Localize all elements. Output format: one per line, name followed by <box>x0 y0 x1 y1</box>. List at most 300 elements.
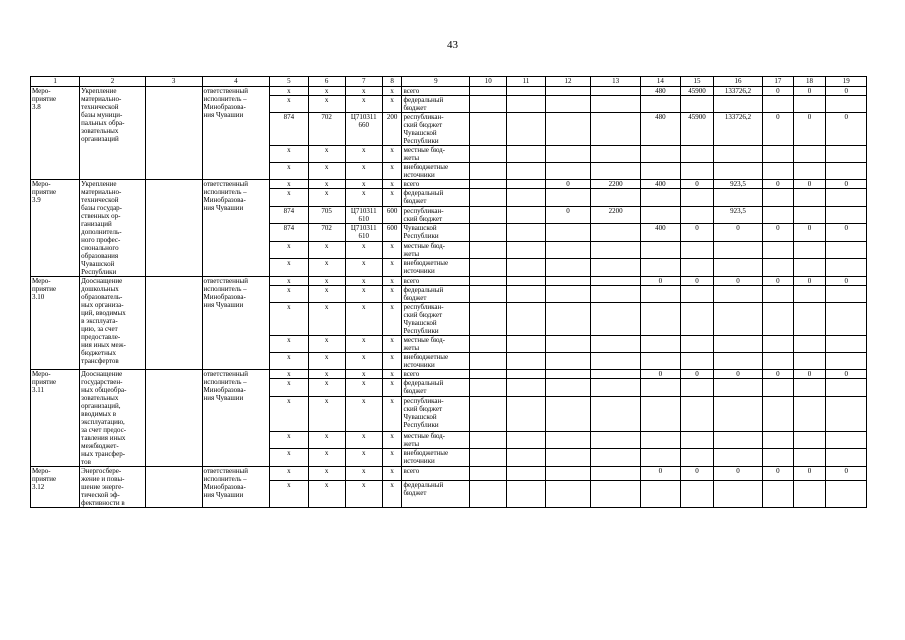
value-c6: x <box>308 87 345 96</box>
value-c8: x <box>382 189 402 207</box>
value-c18 <box>793 189 826 207</box>
value-c7: x <box>345 87 382 96</box>
value-c12 <box>545 303 591 336</box>
value-c5: x <box>270 180 308 189</box>
value-c6: x <box>308 146 345 163</box>
value-c18 <box>793 206 826 224</box>
value-c16 <box>713 163 762 180</box>
value-c12 <box>545 189 591 207</box>
value-c13 <box>591 481 640 508</box>
value-c18: 0 <box>793 87 826 96</box>
value-c12 <box>545 481 591 508</box>
table-row <box>31 87 867 96</box>
value-c16 <box>713 336 762 353</box>
value-c7: x <box>345 286 382 303</box>
empty-cell <box>507 189 545 207</box>
table-body <box>31 77 867 508</box>
empty-cell <box>470 146 507 163</box>
value-c14: 400 <box>640 180 680 189</box>
empty-cell <box>507 87 545 96</box>
funding-source: Чувашской Республики <box>402 224 470 242</box>
value-c5: x <box>270 379 308 397</box>
value-c7: x <box>345 146 382 163</box>
value-c12: 0 <box>545 180 591 189</box>
value-c15 <box>681 163 714 180</box>
empty-cell <box>507 224 545 242</box>
value-c19 <box>826 146 867 163</box>
value-c6: 702 <box>308 113 345 146</box>
event-executor: ответственный исполнитель – Минобразова- ния Чувашии <box>202 277 270 370</box>
value-c7: x <box>345 370 382 379</box>
value-c5: x <box>270 370 308 379</box>
value-c17 <box>763 259 794 277</box>
header-cell: 5 <box>270 77 308 87</box>
value-c6: x <box>308 353 345 370</box>
event-name: Энергосбере- жение и повы- шение энерге- тической эф- фективности в <box>80 467 146 508</box>
value-c19: 0 <box>826 370 867 379</box>
value-c13 <box>591 467 640 481</box>
value-c17: 0 <box>763 224 794 242</box>
value-c6: x <box>308 180 345 189</box>
value-c6: x <box>308 277 345 286</box>
value-c17 <box>763 353 794 370</box>
value-c19 <box>826 397 867 431</box>
value-c16: 0 <box>713 277 762 286</box>
value-c5: 874 <box>270 206 308 224</box>
value-c14 <box>640 397 680 431</box>
value-c19: 0 <box>826 180 867 189</box>
table-row <box>31 180 867 189</box>
table-row <box>31 370 867 379</box>
value-c15 <box>681 481 714 508</box>
value-c17 <box>763 286 794 303</box>
value-c13 <box>591 336 640 353</box>
value-c16: 0 <box>713 467 762 481</box>
value-c12 <box>545 87 591 96</box>
value-c13 <box>591 189 640 207</box>
value-c7: x <box>345 379 382 397</box>
value-c17: 0 <box>763 87 794 96</box>
value-c8: x <box>382 397 402 431</box>
empty-cell <box>507 397 545 431</box>
funding-source: внебюджетные источники <box>402 163 470 180</box>
event-executor: ответственный исполнитель – Минобразова- ния Чувашии <box>202 87 270 180</box>
header-row <box>31 77 867 87</box>
header-cell: 2 <box>80 77 146 87</box>
event-name: Дооснащение государствен- ных общеобра- зовательных организаций, вводимых в эксплуатацию, за счет предос- тавления иных межбюджет- ных трансфер- тов <box>80 370 146 467</box>
empty-cell <box>507 180 545 189</box>
empty-cell <box>470 180 507 189</box>
funding-source: всего <box>402 277 470 286</box>
empty-cell <box>507 96 545 113</box>
value-c16 <box>713 241 762 259</box>
value-c15 <box>681 353 714 370</box>
funding-source: местные бюд- жеты <box>402 431 470 449</box>
header-cell: 12 <box>545 77 591 87</box>
value-c5: x <box>270 431 308 449</box>
value-c16 <box>713 303 762 336</box>
empty-cell <box>507 259 545 277</box>
value-c5: 874 <box>270 113 308 146</box>
value-c14 <box>640 189 680 207</box>
value-c5: x <box>270 449 308 467</box>
value-c17: 0 <box>763 277 794 286</box>
empty-cell <box>507 286 545 303</box>
header-cell: 1 <box>31 77 80 87</box>
value-c14 <box>640 286 680 303</box>
funding-source: федеральный бюджет <box>402 189 470 207</box>
value-c5: x <box>270 87 308 96</box>
value-c6: x <box>308 96 345 113</box>
value-c12 <box>545 224 591 242</box>
value-c8: x <box>382 163 402 180</box>
empty-cell <box>470 397 507 431</box>
value-c8: x <box>382 481 402 508</box>
value-c18: 0 <box>793 370 826 379</box>
empty-cell <box>507 370 545 379</box>
value-c8: x <box>382 286 402 303</box>
value-c13 <box>591 277 640 286</box>
value-c6: x <box>308 370 345 379</box>
value-c15: 0 <box>681 180 714 189</box>
value-c18 <box>793 163 826 180</box>
empty-cell <box>470 206 507 224</box>
value-c19 <box>826 241 867 259</box>
value-c13 <box>591 303 640 336</box>
header-cell: 14 <box>640 77 680 87</box>
value-c18 <box>793 96 826 113</box>
value-c18 <box>793 146 826 163</box>
value-c19 <box>826 481 867 508</box>
value-c15: 45900 <box>681 113 714 146</box>
value-c16: 133726,2 <box>713 87 762 96</box>
value-c12 <box>545 241 591 259</box>
empty-cell <box>507 146 545 163</box>
empty-cell <box>470 303 507 336</box>
value-c6: x <box>308 189 345 207</box>
header-cell: 7 <box>345 77 382 87</box>
value-c13 <box>591 397 640 431</box>
value-c18: 0 <box>793 180 826 189</box>
value-c7: x <box>345 163 382 180</box>
value-c14 <box>640 259 680 277</box>
value-c8: x <box>382 431 402 449</box>
funding-source: местные бюд- жеты <box>402 146 470 163</box>
value-c13 <box>591 146 640 163</box>
value-c16 <box>713 431 762 449</box>
value-c6: x <box>308 303 345 336</box>
value-c19: 0 <box>826 113 867 146</box>
value-c5: x <box>270 163 308 180</box>
value-c13 <box>591 163 640 180</box>
empty-cell <box>470 224 507 242</box>
col3-cell <box>145 370 202 467</box>
value-c16 <box>713 481 762 508</box>
header-cell: 9 <box>402 77 470 87</box>
value-c13 <box>591 370 640 379</box>
value-c7: x <box>345 481 382 508</box>
value-c8: x <box>382 379 402 397</box>
value-c17: 0 <box>763 113 794 146</box>
value-c15 <box>681 449 714 467</box>
funding-source: всего <box>402 87 470 96</box>
header-cell: 16 <box>713 77 762 87</box>
value-c15: 0 <box>681 370 714 379</box>
value-c19 <box>826 163 867 180</box>
value-c6: 705 <box>308 206 345 224</box>
value-c16 <box>713 189 762 207</box>
value-c13 <box>591 431 640 449</box>
value-c6: x <box>308 259 345 277</box>
value-c16 <box>713 449 762 467</box>
value-c19 <box>826 336 867 353</box>
value-c8: x <box>382 277 402 286</box>
value-c16: 0 <box>713 224 762 242</box>
funding-source: федеральный бюджет <box>402 481 470 508</box>
value-c8: x <box>382 449 402 467</box>
value-c5: 874 <box>270 224 308 242</box>
value-c6: x <box>308 397 345 431</box>
value-c17 <box>763 189 794 207</box>
value-c19 <box>826 379 867 397</box>
empty-cell <box>470 259 507 277</box>
event-name: Дооснащение дошкольных образователь- ных организа- ций, вводимых в эксплуата- цию, за счет предоставле- ния иных меж- бюджетных трансфертов <box>80 277 146 370</box>
value-c18 <box>793 336 826 353</box>
value-c6: x <box>308 481 345 508</box>
empty-cell <box>470 467 507 481</box>
empty-cell <box>470 336 507 353</box>
empty-cell <box>470 481 507 508</box>
value-c5: x <box>270 481 308 508</box>
value-c13 <box>591 241 640 259</box>
funding-source: внебюджетные источники <box>402 449 470 467</box>
value-c7: x <box>345 397 382 431</box>
funding-source: федеральный бюджет <box>402 379 470 397</box>
value-c12 <box>545 397 591 431</box>
empty-cell <box>507 379 545 397</box>
event-label: Меро- приятие 3.10 <box>31 277 80 370</box>
value-c19: 0 <box>826 277 867 286</box>
funding-source: внебюджетные источники <box>402 259 470 277</box>
empty-cell <box>470 277 507 286</box>
value-c14: 480 <box>640 113 680 146</box>
funding-source: всего <box>402 370 470 379</box>
value-c14 <box>640 379 680 397</box>
value-c5: x <box>270 96 308 113</box>
value-c5: x <box>270 259 308 277</box>
value-c18: 0 <box>793 224 826 242</box>
value-c13: 2200 <box>591 180 640 189</box>
value-c17 <box>763 146 794 163</box>
value-c15 <box>681 189 714 207</box>
value-c18 <box>793 397 826 431</box>
empty-cell <box>507 163 545 180</box>
empty-cell <box>470 286 507 303</box>
value-c15 <box>681 379 714 397</box>
funding-source: внебюджетные источники <box>402 353 470 370</box>
value-c18 <box>793 241 826 259</box>
value-c18: 0 <box>793 467 826 481</box>
value-c15: 0 <box>681 224 714 242</box>
value-c8: x <box>382 146 402 163</box>
value-c19 <box>826 353 867 370</box>
value-c14 <box>640 336 680 353</box>
value-c18 <box>793 481 826 508</box>
value-c14 <box>640 96 680 113</box>
header-cell: 19 <box>826 77 867 87</box>
empty-cell <box>507 467 545 481</box>
value-c15 <box>681 96 714 113</box>
value-c15 <box>681 336 714 353</box>
value-c13 <box>591 449 640 467</box>
value-c12 <box>545 277 591 286</box>
value-c12 <box>545 286 591 303</box>
empty-cell <box>507 431 545 449</box>
value-c8: x <box>382 241 402 259</box>
value-c5: x <box>270 146 308 163</box>
header-cell: 3 <box>145 77 202 87</box>
value-c12 <box>545 259 591 277</box>
value-c17 <box>763 206 794 224</box>
empty-cell <box>470 163 507 180</box>
value-c7: x <box>345 353 382 370</box>
value-c6: x <box>308 449 345 467</box>
value-c13 <box>591 87 640 96</box>
value-c7: Ц710311 610 <box>345 206 382 224</box>
value-c17 <box>763 163 794 180</box>
value-c18 <box>793 353 826 370</box>
value-c17: 0 <box>763 370 794 379</box>
value-c8: x <box>382 259 402 277</box>
value-c6: x <box>308 431 345 449</box>
table-row <box>31 467 867 481</box>
value-c7: x <box>345 180 382 189</box>
page-number: 43 <box>447 39 458 51</box>
funding-source: всего <box>402 467 470 481</box>
header-cell: 6 <box>308 77 345 87</box>
value-c19 <box>826 431 867 449</box>
value-c16: 923,5 <box>713 180 762 189</box>
header-cell: 11 <box>507 77 545 87</box>
value-c14 <box>640 481 680 508</box>
funding-source: федеральный бюджет <box>402 96 470 113</box>
value-c14 <box>640 146 680 163</box>
funding-source: республикан- ский бюджет Чувашской Республики <box>402 113 470 146</box>
value-c13 <box>591 224 640 242</box>
value-c19: 0 <box>826 224 867 242</box>
value-c12 <box>545 449 591 467</box>
value-c8: x <box>382 353 402 370</box>
value-c8: x <box>382 467 402 481</box>
budget-table <box>30 76 867 508</box>
value-c19: 0 <box>826 87 867 96</box>
value-c8: 200 <box>382 113 402 146</box>
event-label: Меро- приятие 3.11 <box>31 370 80 467</box>
event-name: Укрепление материально- технической базы муници- пальных обра- зовательных организаций <box>80 87 146 180</box>
value-c13 <box>591 379 640 397</box>
value-c16: 0 <box>713 370 762 379</box>
value-c15 <box>681 241 714 259</box>
value-c14 <box>640 241 680 259</box>
value-c6: x <box>308 286 345 303</box>
value-c17 <box>763 397 794 431</box>
event-label: Меро- приятие 3.12 <box>31 467 80 508</box>
value-c17 <box>763 431 794 449</box>
funding-source: республикан- ский бюджет <box>402 206 470 224</box>
value-c13 <box>591 113 640 146</box>
value-c17 <box>763 303 794 336</box>
value-c6: x <box>308 379 345 397</box>
value-c19: 0 <box>826 467 867 481</box>
table-row <box>31 277 867 286</box>
value-c18 <box>793 431 826 449</box>
value-c15 <box>681 397 714 431</box>
value-c6: x <box>308 336 345 353</box>
event-executor: ответственный исполнитель – Минобразова- ния Чувашии <box>202 180 270 277</box>
value-c6: x <box>308 467 345 481</box>
value-c15 <box>681 206 714 224</box>
value-c15 <box>681 286 714 303</box>
value-c19 <box>826 189 867 207</box>
empty-cell <box>470 379 507 397</box>
value-c5: x <box>270 241 308 259</box>
col3-cell <box>145 180 202 277</box>
funding-source: федеральный бюджет <box>402 286 470 303</box>
value-c12 <box>545 146 591 163</box>
value-c13 <box>591 96 640 113</box>
empty-cell <box>507 113 545 146</box>
value-c12 <box>545 113 591 146</box>
value-c14 <box>640 303 680 336</box>
funding-source: всего <box>402 180 470 189</box>
value-c8: x <box>382 87 402 96</box>
header-cell: 4 <box>202 77 270 87</box>
value-c16 <box>713 353 762 370</box>
header-cell: 8 <box>382 77 402 87</box>
value-c8: x <box>382 96 402 113</box>
value-c7: x <box>345 96 382 113</box>
value-c7: Ц710311 660 <box>345 113 382 146</box>
empty-cell <box>507 481 545 508</box>
funding-source: местные бюд- жеты <box>402 336 470 353</box>
event-executor: ответственный исполнитель – Минобразова- ния Чувашии <box>202 370 270 467</box>
value-c18 <box>793 379 826 397</box>
empty-cell <box>507 303 545 336</box>
value-c16 <box>713 397 762 431</box>
value-c18 <box>793 303 826 336</box>
value-c5: x <box>270 353 308 370</box>
value-c18: 0 <box>793 113 826 146</box>
value-c7: x <box>345 467 382 481</box>
empty-cell <box>470 431 507 449</box>
value-c8: 600 <box>382 224 402 242</box>
empty-cell <box>507 336 545 353</box>
value-c17 <box>763 481 794 508</box>
value-c7: x <box>345 241 382 259</box>
value-c17: 0 <box>763 467 794 481</box>
value-c6: x <box>308 163 345 180</box>
empty-cell <box>470 370 507 379</box>
value-c19 <box>826 259 867 277</box>
empty-cell <box>470 241 507 259</box>
value-c5: x <box>270 467 308 481</box>
funding-source: местные бюд- жеты <box>402 241 470 259</box>
empty-cell <box>507 353 545 370</box>
value-c7: x <box>345 303 382 336</box>
value-c13: 2200 <box>591 206 640 224</box>
value-c14 <box>640 163 680 180</box>
value-c14: 0 <box>640 467 680 481</box>
